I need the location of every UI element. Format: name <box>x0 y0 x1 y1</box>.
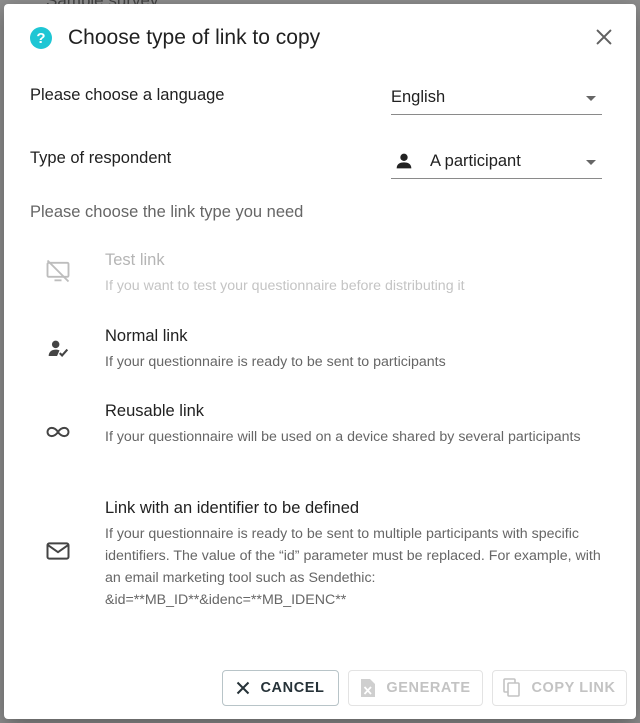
cancel-label: CANCEL <box>260 680 325 696</box>
copy-icon <box>503 678 521 698</box>
close-icon <box>236 681 250 695</box>
option-description: If your questionnaire is ready to be sent to multiple participants with specific identifiers. The value of the “id” parameter must be replaced. For example, with an email marketing tool such as Sendethic: &id=**MB_ID**&idenc=**MB_IDENC** <box>105 526 601 608</box>
person-check-icon <box>44 335 72 363</box>
generate-label: GENERATE <box>386 680 471 696</box>
copy-link-button <box>492 670 627 706</box>
option-description: If your questionnaire will be used on a device shared by several participants <box>105 429 581 445</box>
chevron-down-icon <box>586 160 596 165</box>
respondent-value: A participant <box>430 152 521 170</box>
option-title: Test link <box>105 251 165 269</box>
respondent-select[interactable] <box>391 144 602 179</box>
cancel-button[interactable] <box>222 670 339 706</box>
option-test-link <box>30 251 620 293</box>
language-select[interactable] <box>391 80 602 115</box>
close-icon[interactable] <box>593 26 615 48</box>
option-title: Reusable link <box>105 402 205 420</box>
person-icon <box>393 150 415 172</box>
option-identifier-link[interactable] <box>30 499 620 609</box>
option-reusable-link[interactable] <box>30 402 620 468</box>
copy-link-label: COPY LINK <box>531 680 616 696</box>
option-description: If your questionnaire is ready to be sent to participants <box>105 354 446 370</box>
dialog-title: Choose type of link to copy <box>68 26 321 49</box>
envelope-icon <box>44 537 72 565</box>
option-title: Normal link <box>105 327 188 345</box>
respondent-label: Type of respondent <box>30 149 172 167</box>
generate-button <box>348 670 483 706</box>
option-title: Link with an identifier to be defined <box>105 499 360 517</box>
language-value: English <box>391 88 446 106</box>
link-type-label: Please choose the link type you need <box>30 203 304 221</box>
option-description: If you want to test your questionnaire before distributing it <box>105 278 465 294</box>
copy-link-dialog <box>4 4 636 719</box>
help-icon: ? <box>30 27 52 49</box>
option-normal-link[interactable] <box>30 327 620 371</box>
excel-file-icon <box>360 678 376 698</box>
infinity-icon <box>44 418 72 446</box>
dialog-header <box>30 26 320 50</box>
chevron-down-icon <box>586 96 596 101</box>
language-label: Please choose a language <box>30 86 225 104</box>
desktop-off-icon <box>44 257 72 285</box>
